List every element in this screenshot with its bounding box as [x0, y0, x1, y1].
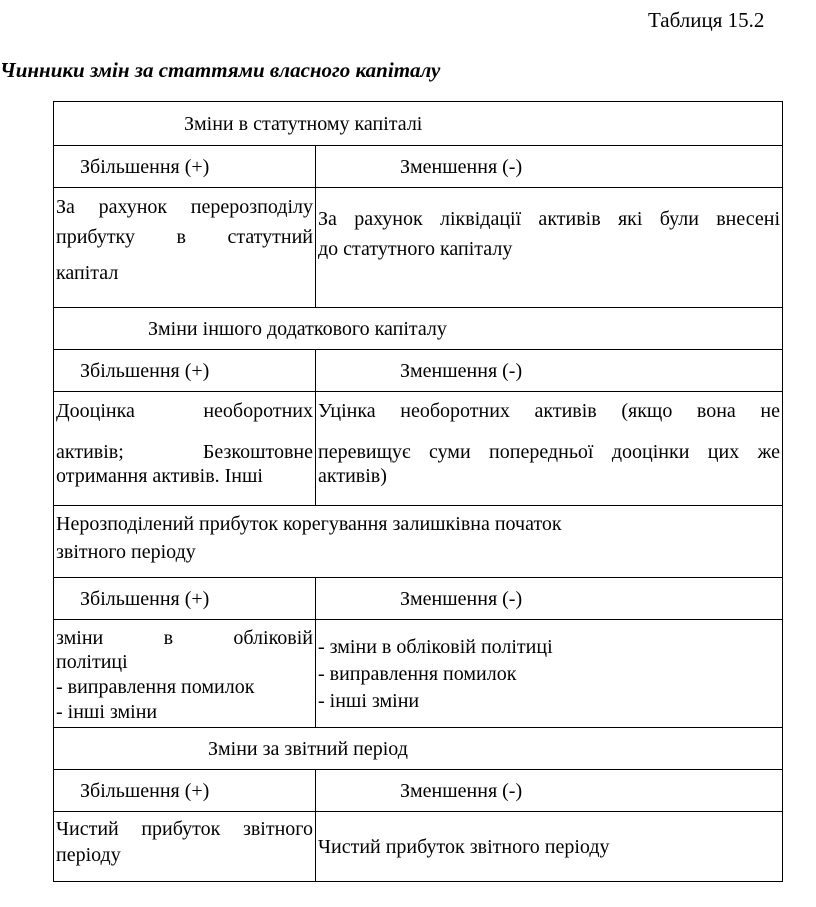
header-row	[54, 578, 783, 620]
capital-changes-table	[53, 101, 783, 882]
increase-text-line: За рахунок перерозподілу	[56, 196, 313, 218]
decrease-cell	[316, 188, 783, 308]
header-row	[54, 146, 783, 188]
increase-header-cell	[54, 578, 316, 620]
section-title-cell	[54, 506, 783, 578]
decrease-header-cell	[316, 350, 783, 392]
header-row	[54, 770, 783, 812]
section-row	[54, 102, 783, 146]
decrease-text-line: активів)	[318, 465, 387, 487]
decrease-header: Зменшення (-)	[400, 359, 523, 382]
decrease-text-line: - зміни в обліковій політиці	[318, 636, 553, 658]
increase-header: Збільшення (+)	[80, 155, 210, 178]
decrease-header: Зменшення (-)	[400, 587, 523, 610]
increase-cell	[54, 188, 316, 308]
content-row	[54, 812, 783, 882]
section-title: Зміни в статутному капіталі	[184, 112, 423, 135]
table-number-label: Таблиця 15.2	[648, 8, 765, 32]
section-title-cell	[54, 728, 783, 770]
section-title-line: Нерозподілений прибуток корегування залишківна початок	[56, 513, 562, 535]
increase-text-line: - інші зміни	[56, 701, 158, 723]
section-title-cell	[54, 308, 783, 350]
header-row	[54, 350, 783, 392]
section-title: Зміни за звітний період	[208, 737, 408, 760]
decrease-header: Зменшення (-)	[400, 779, 523, 802]
section-title-cell	[54, 102, 783, 146]
decrease-cell	[316, 620, 783, 728]
increase-header-cell	[54, 770, 316, 812]
increase-header-cell	[54, 146, 316, 188]
content-row	[54, 620, 783, 728]
increase-header: Збільшення (+)	[80, 359, 210, 382]
increase-text-line: Дооцінка необоротних	[56, 400, 313, 422]
section-row	[54, 506, 783, 578]
decrease-text-line: Уцінка необоротних активів (якщо вона не	[318, 400, 781, 422]
section-title: Зміни іншого додаткового капіталу	[148, 317, 447, 340]
increase-text-line: періоду	[56, 844, 121, 866]
content-row	[54, 188, 783, 308]
decrease-text-line: За рахунок ліквідації активів які були внесені	[318, 208, 781, 230]
increase-cell	[54, 620, 316, 728]
increase-text-line: Чистий прибуток звітного	[56, 818, 313, 840]
increase-text-line: зміни в обліковій	[56, 627, 313, 649]
increase-header-cell	[54, 350, 316, 392]
increase-text-line: - виправлення помилок	[56, 676, 255, 698]
document-title: Чинники змін за статтями власного капіталу	[0, 58, 441, 82]
increase-cell	[54, 392, 316, 506]
increase-header: Збільшення (+)	[80, 587, 210, 610]
decrease-header-cell	[316, 578, 783, 620]
content-row	[54, 392, 783, 506]
decrease-header-cell	[316, 146, 783, 188]
increase-cell	[54, 812, 316, 882]
section-title-line: звітного періоду	[56, 541, 196, 563]
increase-header: Збільшення (+)	[80, 779, 210, 802]
increase-text-line: активів; Безкоштовне	[56, 441, 313, 463]
decrease-text-line: перевищує суми попередньої дооцінки цих же	[318, 441, 781, 463]
decrease-cell	[316, 392, 783, 506]
decrease-header-cell	[316, 770, 783, 812]
decrease-cell	[316, 812, 783, 882]
decrease-header: Зменшення (-)	[400, 155, 523, 178]
increase-text-line: політиці	[56, 651, 128, 673]
decrease-text-line: Чистий прибуток звітного періоду	[318, 835, 610, 858]
increase-text-line: капітал	[56, 262, 119, 284]
decrease-text-line: до статутного капіталу	[318, 238, 513, 260]
decrease-text-line: - інші зміни	[318, 690, 420, 712]
increase-text-line: прибутку в статутний	[56, 226, 313, 248]
section-row	[54, 728, 783, 770]
decrease-text-line: - виправлення помилок	[318, 663, 517, 685]
increase-text-line: отримання активів. Інші	[56, 465, 263, 487]
section-row	[54, 308, 783, 350]
